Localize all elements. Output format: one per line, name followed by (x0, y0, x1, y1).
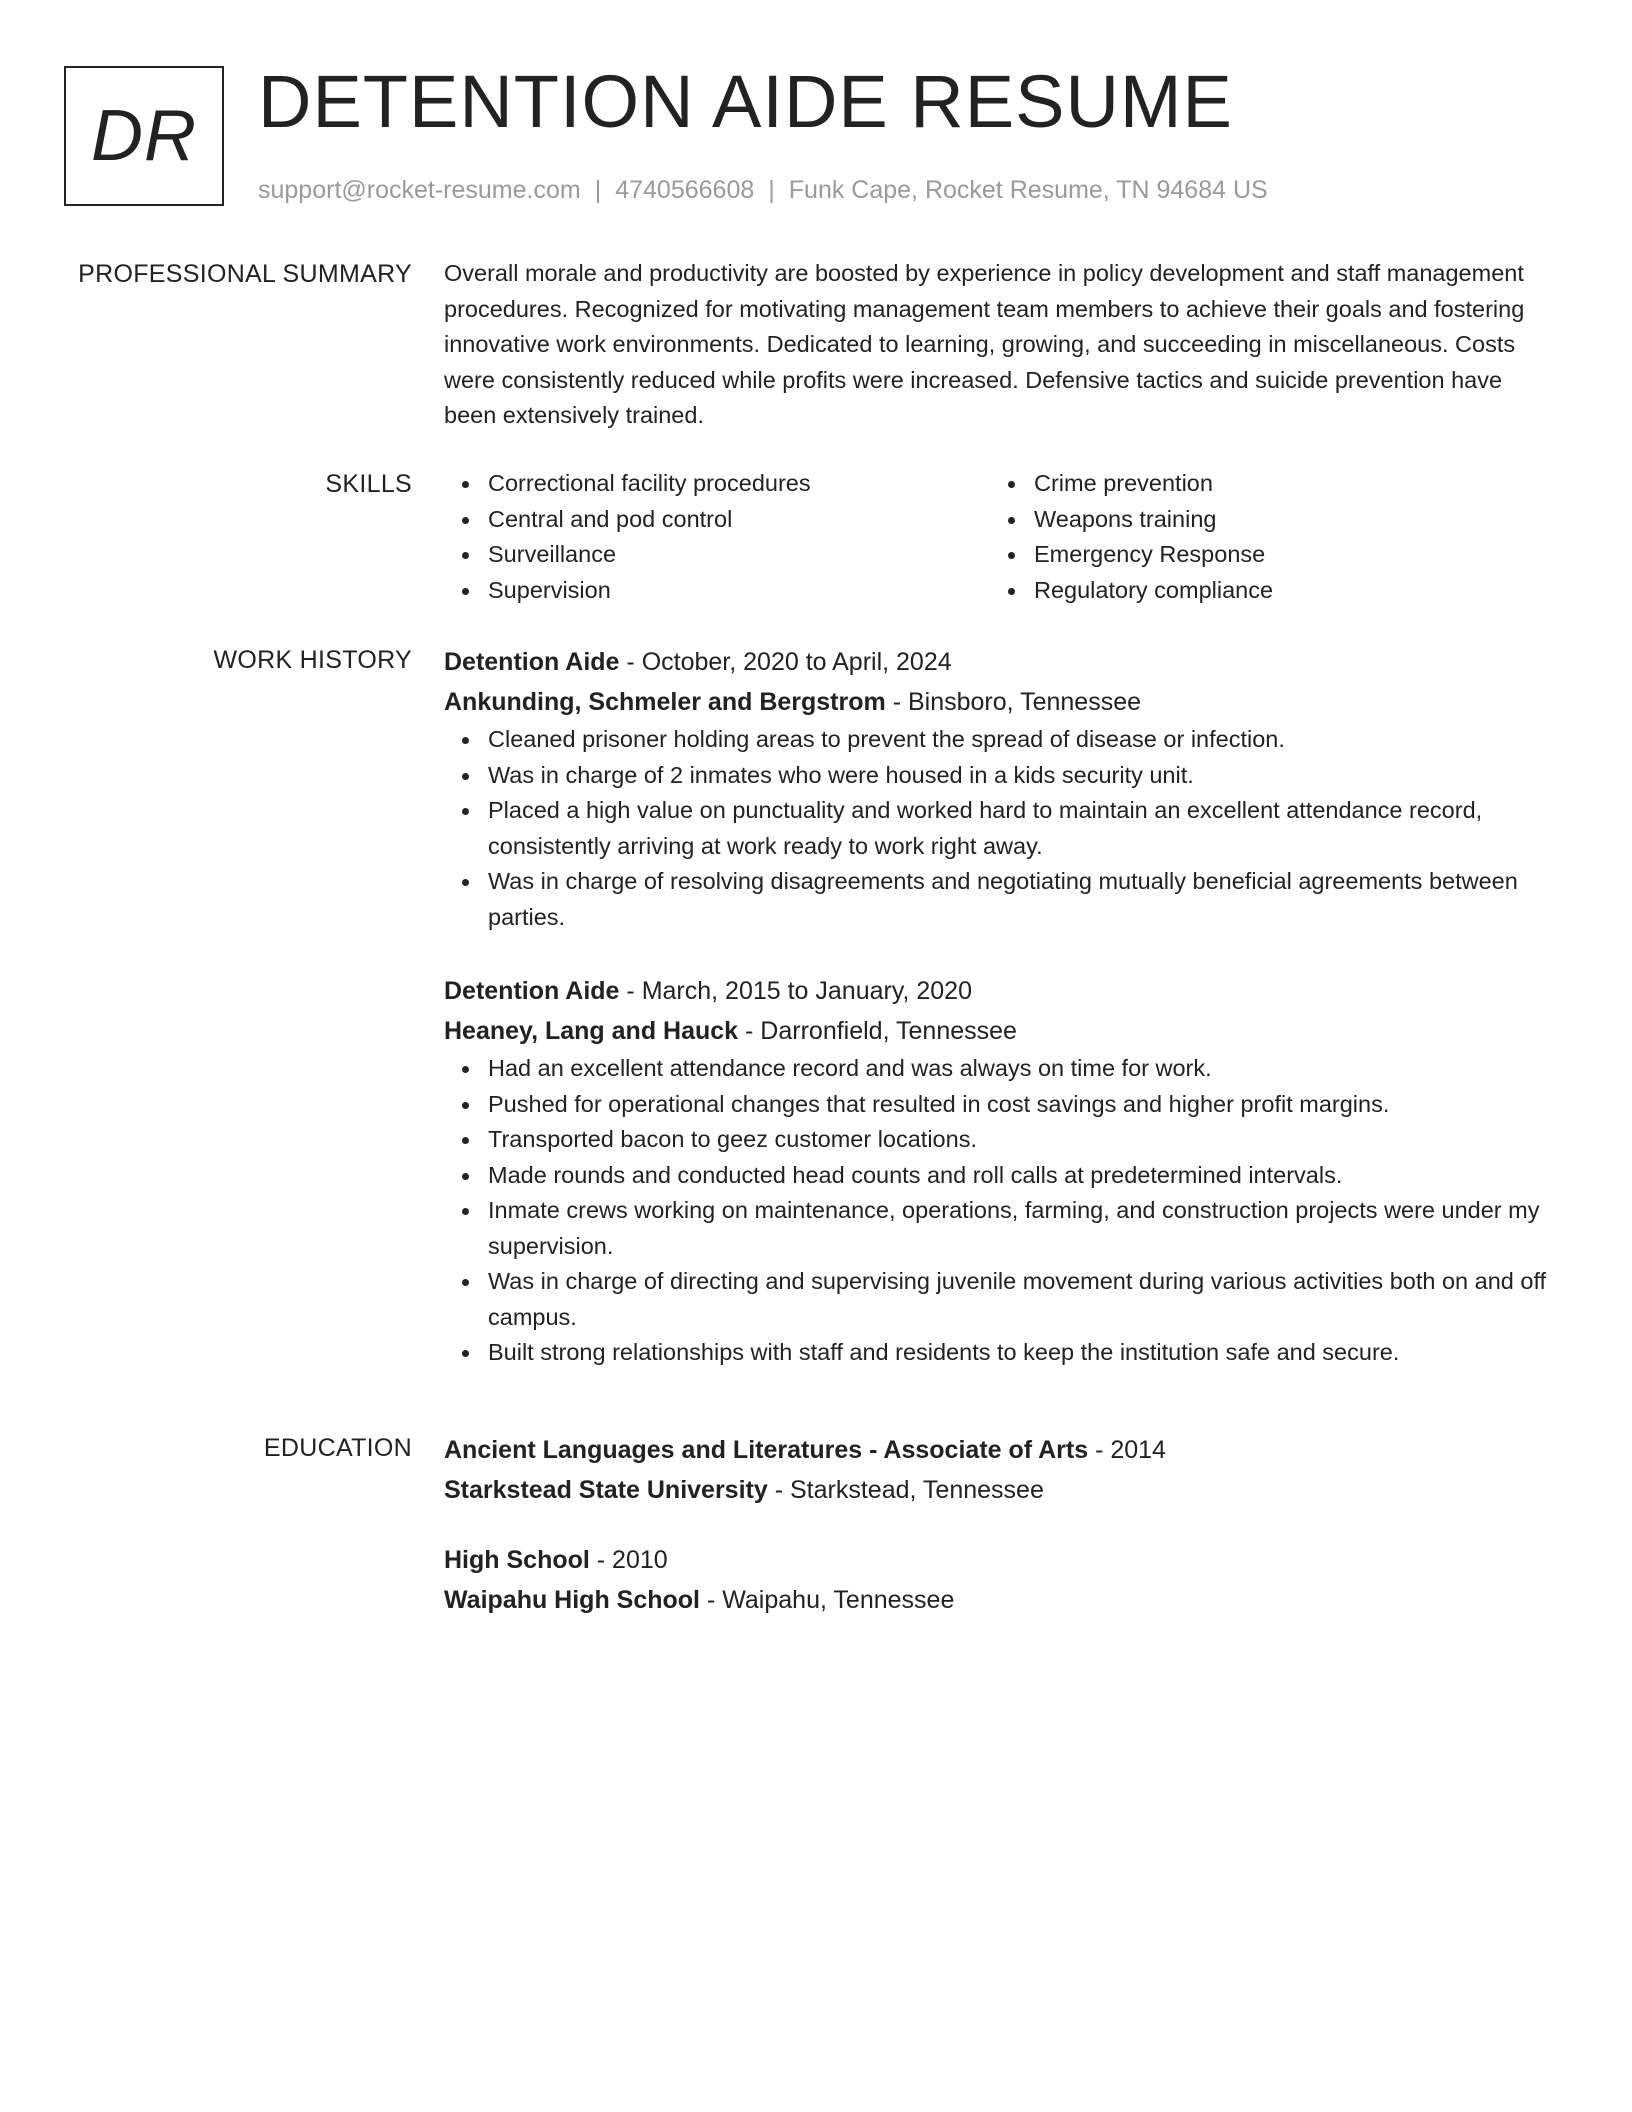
job-company-line (444, 682, 1559, 722)
contact-line (258, 172, 1268, 208)
education-degree: High School (444, 1546, 590, 1574)
education-body (444, 1430, 1559, 1620)
job-duty: Built strong relationships with staff and residents to keep the institution safe and secure. (488, 1335, 1559, 1371)
job-duty: Made rounds and conducted head counts and roll calls at predetermined intervals. (488, 1158, 1559, 1194)
summary-text: Overall morale and productivity are boosted by experience in policy development and staff management procedures. Recognized for motivating management team members to achieve their goals and fostering innovative work environments. Dedicated to learning, growing, and succeeding in miscellaneous. Costs were consistently reduced while profits were increased. Defensive tactics and suicide prevention have been extensively trained. (444, 260, 1525, 428)
education-school: Starkstead State University (444, 1476, 768, 1504)
job-title: Detention Aide (444, 648, 620, 676)
skills-list-right (990, 466, 1536, 608)
education-heading: EDUCATION (263, 1434, 412, 1462)
job-title-line (444, 642, 1559, 682)
work-history-body (444, 642, 1559, 1371)
skill-item: Crime prevention (1034, 466, 1536, 502)
contact-separator: | (768, 176, 775, 204)
monogram-initials: DR (91, 96, 197, 176)
job-title-line (444, 971, 1559, 1011)
summary-body (444, 256, 1559, 434)
skills-heading: SKILLS (325, 470, 412, 498)
education-degree: Ancient Languages and Literatures - Associate of Arts (444, 1436, 1089, 1464)
contact-email: support@rocket-resume.com (258, 176, 581, 204)
job-location: - Binsboro, Tennessee (892, 688, 1142, 716)
work-history-heading: WORK HISTORY (213, 646, 412, 674)
contact-phone: 4740566608 (615, 176, 755, 204)
skills-list-left (444, 466, 990, 608)
skill-item: Central and pod control (488, 502, 990, 538)
job-entry (444, 642, 1559, 935)
job-entry (444, 971, 1559, 1371)
job-dates: - October, 2020 to April, 2024 (626, 648, 952, 676)
skill-item: Weapons training (1034, 502, 1536, 538)
monogram-box (64, 66, 224, 206)
job-dates: - March, 2015 to January, 2020 (626, 977, 972, 1005)
job-duty: Placed a high value on punctuality and worked hard to maintain an excellent attendance record, consistently arriving at work ready to work right away. (488, 793, 1559, 864)
job-duty: Cleaned prisoner holding areas to prevent the spread of disease or infection. (488, 722, 1559, 758)
education-school-line (444, 1470, 1559, 1510)
education-entry (444, 1430, 1559, 1510)
job-company: Heaney, Lang and Hauck (444, 1017, 739, 1045)
job-title: Detention Aide (444, 977, 620, 1005)
job-duty: Was in charge of 2 inmates who were housed in a kids security unit. (488, 758, 1559, 794)
education-school-line (444, 1580, 1559, 1620)
job-company-line (444, 1011, 1559, 1051)
contact-address: Funk Cape, Rocket Resume, TN 94684 US (788, 176, 1268, 204)
job-duties-list (444, 722, 1559, 935)
education-location: - Starkstead, Tennessee (774, 1476, 1044, 1504)
skill-item: Emergency Response (1034, 537, 1536, 573)
job-duty: Pushed for operational changes that resulted in cost savings and higher profit margins. (488, 1087, 1559, 1123)
skills-grid (444, 466, 1559, 608)
job-duty: Transported bacon to geez customer locations. (488, 1122, 1559, 1158)
job-duty: Was in charge of resolving disagreements and negotiating mutually beneficial agreements between parties. (488, 864, 1559, 935)
summary-heading: PROFESSIONAL SUMMARY (78, 260, 412, 288)
education-school: Waipahu High School (444, 1586, 701, 1614)
education-degree-line (444, 1430, 1559, 1470)
contact-separator: | (594, 176, 602, 204)
skills-body (444, 466, 1559, 608)
skill-item: Supervision (488, 573, 990, 609)
job-location: - Darronfield, Tennessee (745, 1017, 1017, 1045)
job-duty: Had an excellent attendance record and was always on time for work. (488, 1051, 1559, 1087)
education-year: - 2010 (596, 1546, 668, 1574)
education-location: - Waipahu, Tennessee (706, 1586, 955, 1614)
job-duty: Inmate crews working on maintenance, operations, farming, and construction projects were under my supervision. (488, 1193, 1559, 1264)
resume-title: DETENTION AIDE RESUME (258, 60, 1233, 143)
education-entry (444, 1540, 1559, 1620)
job-duties-list (444, 1051, 1559, 1371)
education-year: - 2014 (1095, 1436, 1166, 1464)
skill-item: Correctional facility procedures (488, 466, 990, 502)
education-degree-line (444, 1540, 1559, 1580)
job-duty: Was in charge of directing and supervising juvenile movement during various activities both on and off campus. (488, 1264, 1559, 1335)
job-company: Ankunding, Schmeler and Bergstrom (444, 688, 886, 716)
skill-item: Surveillance (488, 537, 990, 573)
skill-item: Regulatory compliance (1034, 573, 1536, 609)
